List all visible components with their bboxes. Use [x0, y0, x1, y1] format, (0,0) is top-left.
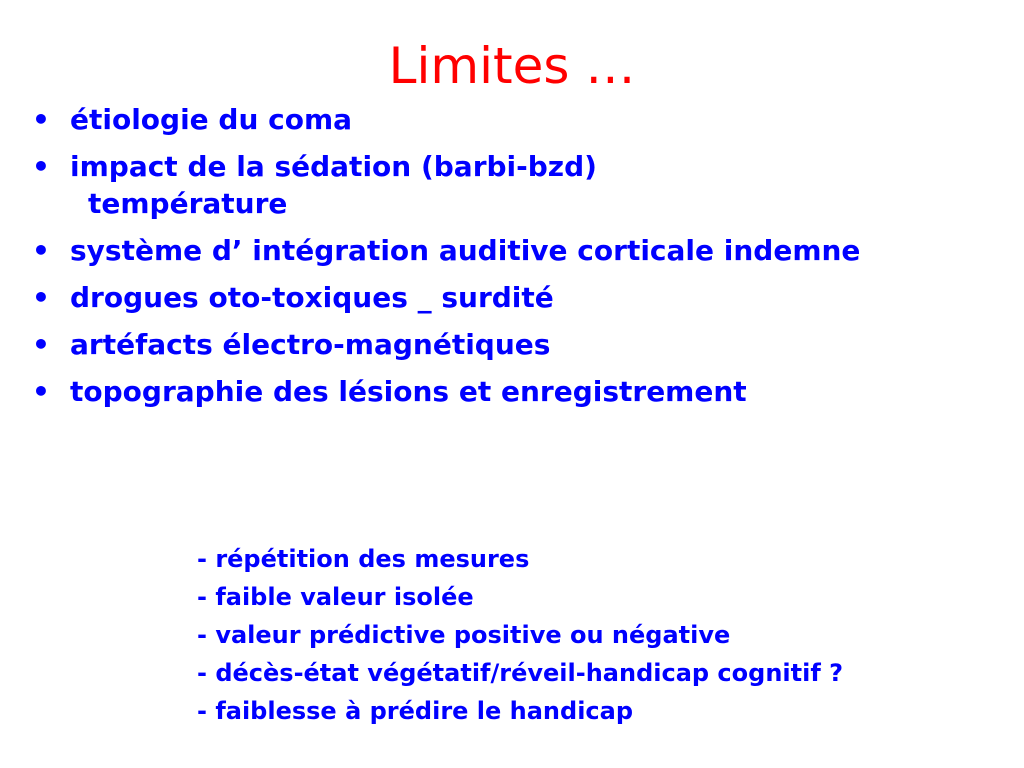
sub-item: - décès-état végétatif/réveil-handicap cognitif ?: [197, 659, 844, 687]
slide-title: Limites …: [388, 37, 636, 95]
bullet-item: [28, 281, 1008, 315]
bullet-icon: •: [32, 234, 50, 267]
bullet-list: [28, 103, 1008, 409]
sub-item: - valeur prédictive positive ou négative: [197, 621, 731, 649]
bullet-text: artéfacts électro-magnétiques: [70, 328, 551, 361]
bullet-item: [28, 103, 1008, 137]
bullet-text: topographie des lésions et enregistrement: [70, 375, 747, 408]
bullet-continuation: température: [88, 187, 288, 220]
bullet-text: système d’ intégration auditive corticale indemne: [70, 234, 861, 267]
sub-item-list: [197, 540, 843, 730]
bullet-icon: •: [32, 281, 50, 314]
bullet-item: [28, 150, 1008, 184]
bullet-item: [28, 234, 1008, 268]
bullet-text: drogues oto-toxiques _ surdité: [70, 281, 554, 314]
sub-item: - répétition des mesures: [197, 545, 530, 573]
bullet-item: [28, 375, 1008, 409]
sub-item: - faible valeur isolée: [197, 583, 474, 611]
bullet-icon: •: [32, 103, 50, 136]
bullet-icon: •: [32, 375, 50, 408]
sub-item: - faiblesse à prédire le handicap: [197, 697, 634, 725]
bullet-icon: •: [32, 150, 50, 183]
bullet-item: [28, 328, 1008, 362]
bullet-icon: •: [32, 328, 50, 361]
bullet-text: étiologie du coma: [70, 103, 353, 136]
bullet-text: impact de la sédation (barbi-bzd): [70, 150, 597, 183]
